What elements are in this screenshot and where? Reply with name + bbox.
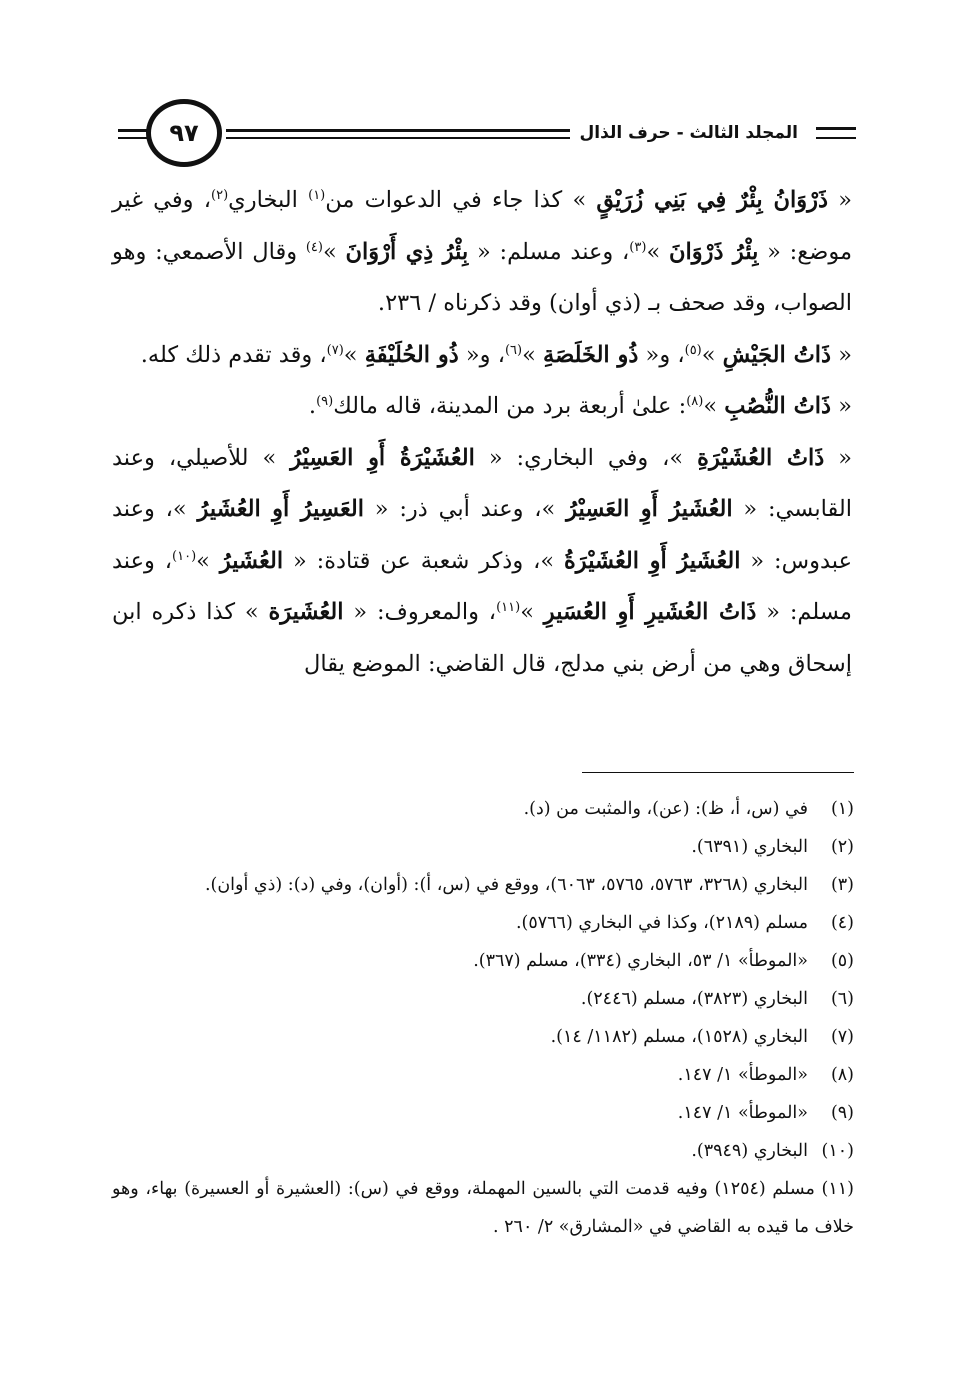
headword: ذَرْوَانُ بِئْرٌ فِي بَنِي زُرَيْقٍ <box>596 187 829 213</box>
footnote-ref: (٣) <box>629 239 647 255</box>
text-span: » كذا ذكره ابن إسحاق وهي من أرض بني مدلج، قال القاضي: الموضع يقال <box>112 599 852 677</box>
paragraph-dhat-aljaysh <box>112 330 852 382</box>
text-span: » <box>522 341 544 368</box>
footnote-text: «الموطأ» ١/ ١٤٧. <box>677 1065 808 1085</box>
text-span: »، وذكر شعبة عن قتادة: « <box>283 547 564 574</box>
footnote-number: (٦) <box>830 989 854 1009</box>
footnote-ref: (١) <box>308 188 326 203</box>
text-span: البخاري <box>228 187 309 213</box>
headword: ذَاتُ الجَيْشِ <box>722 341 832 368</box>
page-number-badge <box>146 99 222 167</box>
text-span: : علىٰ أربعة برد من المدينة، قاله مالك <box>333 393 687 419</box>
paragraph-dhat-alnusub <box>112 381 852 433</box>
text-span: ، و« <box>638 341 685 368</box>
page-number: ٩٧ <box>169 119 199 147</box>
text-span: وقال الأصمعي: وهو الصواب، وقد صحف بـ (ذي أوان) وقد ذكرناه / ٢٣٦. <box>112 238 852 316</box>
headword: العُشَيْرَةُ أَوِ العَسِيْرُ <box>290 444 475 471</box>
text-span: » <box>646 238 669 265</box>
main-text <box>112 175 852 690</box>
text-span: ، وعند مسلم: « <box>112 547 852 625</box>
text-span: » للأصيلي، وعند القابسي: « <box>112 444 852 522</box>
text-span: ، و« <box>458 341 505 368</box>
text-span: » <box>520 599 544 625</box>
text-span: »، وعند عبدوس: « <box>112 496 852 574</box>
text-span: « <box>831 341 852 368</box>
footnote-item <box>112 942 854 980</box>
paragraph-dhat-alushayra <box>112 433 852 691</box>
paragraph-dharwan <box>112 175 852 330</box>
footnote-item <box>112 1170 854 1246</box>
footnote-text: البخاري (٦٣٩١). <box>691 837 808 857</box>
footnote-number: (٥) <box>830 951 854 971</box>
footnote-text: البخاري (١٥٢٨)، مسلم (١١٨٢/ ١٤). <box>550 1027 808 1047</box>
text-span: ، وعند مسلم: « <box>468 238 630 265</box>
headword: ذُو الخَلَصَةِ <box>543 341 639 368</box>
text-span: » كذا جاء في الدعوات من <box>325 187 597 213</box>
headword: العَسِيرُ أَوِ العُشَيرُ <box>197 496 364 522</box>
footnote-text: البخاري (٣٨٢٣)، مسلم (٢٤٤٦). <box>580 989 808 1009</box>
footnote-number: (١٠) <box>821 1141 854 1161</box>
footnote-ref: (٧) <box>326 342 344 358</box>
text-span: » <box>196 547 220 574</box>
footnote-number: (٣) <box>830 875 854 895</box>
footnote-item <box>112 1018 854 1056</box>
headword: ذَاتُ النُّصُبِ <box>724 393 832 419</box>
footnote-ref: (١٠) <box>172 548 197 564</box>
headword: ذَاتُ العُشَيرِ أَوِ العُسَيرِ <box>543 599 757 625</box>
footnote-text: مسلم (١٢٥٤) وفيه قدمت التي بالسين المهملة، ووقع في (س): (العشيرة أو العسيرة) بهاء، وهو خلاف ما قيده به القاضي في «المشارق» ٢/ ٢٦٠ . <box>112 1179 854 1237</box>
footnote-text: مسلم (٢١٨٩)، وكذا في البخاري (٥٧٦٦). <box>515 913 808 933</box>
text-span: « <box>828 187 852 213</box>
footnote-text: البخاري (٣٢٦٨، ٥٧٦٣، ٥٧٦٥، ٦٠٦٣)، ووقع في (س، أ): (أوان)، وفي (د): (ذي أوان). <box>204 875 808 895</box>
footnote-ref: (٤) <box>305 239 323 255</box>
text-span: ، وفي غير موضع: « <box>112 187 853 265</box>
text-span: »، وعند أبي ذر: « <box>364 496 567 522</box>
text-span: »، وفي البخاري: « <box>474 444 698 471</box>
footnote-number: (٤) <box>830 913 854 933</box>
page-header <box>118 95 856 175</box>
header-rule-left-end <box>118 129 148 139</box>
footnote-number: (٨) <box>830 1065 854 1085</box>
footnote-text: «الموطأ» ١/ ٥٣، البخاري (٣٣٤)، مسلم (٣٦٧). <box>473 951 808 971</box>
text-span: ، وقد تقدم ذلك كله. <box>140 341 327 368</box>
text-span: » <box>703 393 725 419</box>
headword: ذَاتُ العُشَيْرَةِ <box>697 444 825 471</box>
footnote-number: (١) <box>830 799 854 819</box>
running-title: المجلد الثالث - حرف الذال <box>570 123 808 143</box>
header-rule-right-end <box>816 127 856 139</box>
footnote-item <box>112 980 854 1018</box>
footnote-item <box>112 904 854 942</box>
text-span: « <box>824 444 853 471</box>
text-span: ، والمعروف: « <box>343 599 497 625</box>
text-span: . <box>308 393 317 419</box>
footnote-ref: (٢) <box>211 188 229 203</box>
headword: ذُو الحُلَيْفَةِ <box>364 341 459 368</box>
footnote-number: (١١) <box>821 1179 854 1199</box>
footnote-number: (٧) <box>830 1027 854 1047</box>
footnote-item <box>112 1132 854 1170</box>
footnote-ref: (٩) <box>316 394 334 409</box>
headword: العُشَيرُ <box>219 547 284 574</box>
headword: بِئْرُ ذِي أَرْوَانَ <box>345 238 469 265</box>
footnote-text: البخاري (٣٩٤٩). <box>691 1141 808 1161</box>
footnote-item <box>112 1094 854 1132</box>
text-span: » <box>343 341 365 368</box>
text-span: » <box>322 238 346 265</box>
footnote-item <box>112 828 854 866</box>
footnote-item <box>112 866 854 904</box>
text-span: » <box>701 341 723 368</box>
footnote-ref: (١١) <box>496 600 521 615</box>
footnotes <box>112 790 854 1246</box>
headword: العُشَيرُ أَوِ العُشَيْرَةُ <box>564 547 741 574</box>
headword: العُشَيرُ أَوِ العَسِيْرُ <box>566 496 733 522</box>
footnote-ref: (٨) <box>686 394 704 409</box>
footnote-number: (٢) <box>830 837 854 857</box>
footnote-text: في (س، أ، ظ): (عن)، والمثبت من (د). <box>523 799 808 819</box>
footnote-separator <box>582 772 854 773</box>
footnote-text: «الموطأ» ١/ ١٤٧. <box>677 1103 808 1123</box>
footnote-ref: (٥) <box>684 342 702 358</box>
footnote-ref: (٦) <box>504 342 523 358</box>
text-span: « <box>831 393 852 419</box>
footnote-item <box>112 790 854 828</box>
footnote-item <box>112 1056 854 1094</box>
headword: العُشَيرَة <box>268 599 344 625</box>
footnote-number: (٩) <box>830 1103 854 1123</box>
headword: بِئْرُ ذَرْوَانَ <box>668 238 759 265</box>
